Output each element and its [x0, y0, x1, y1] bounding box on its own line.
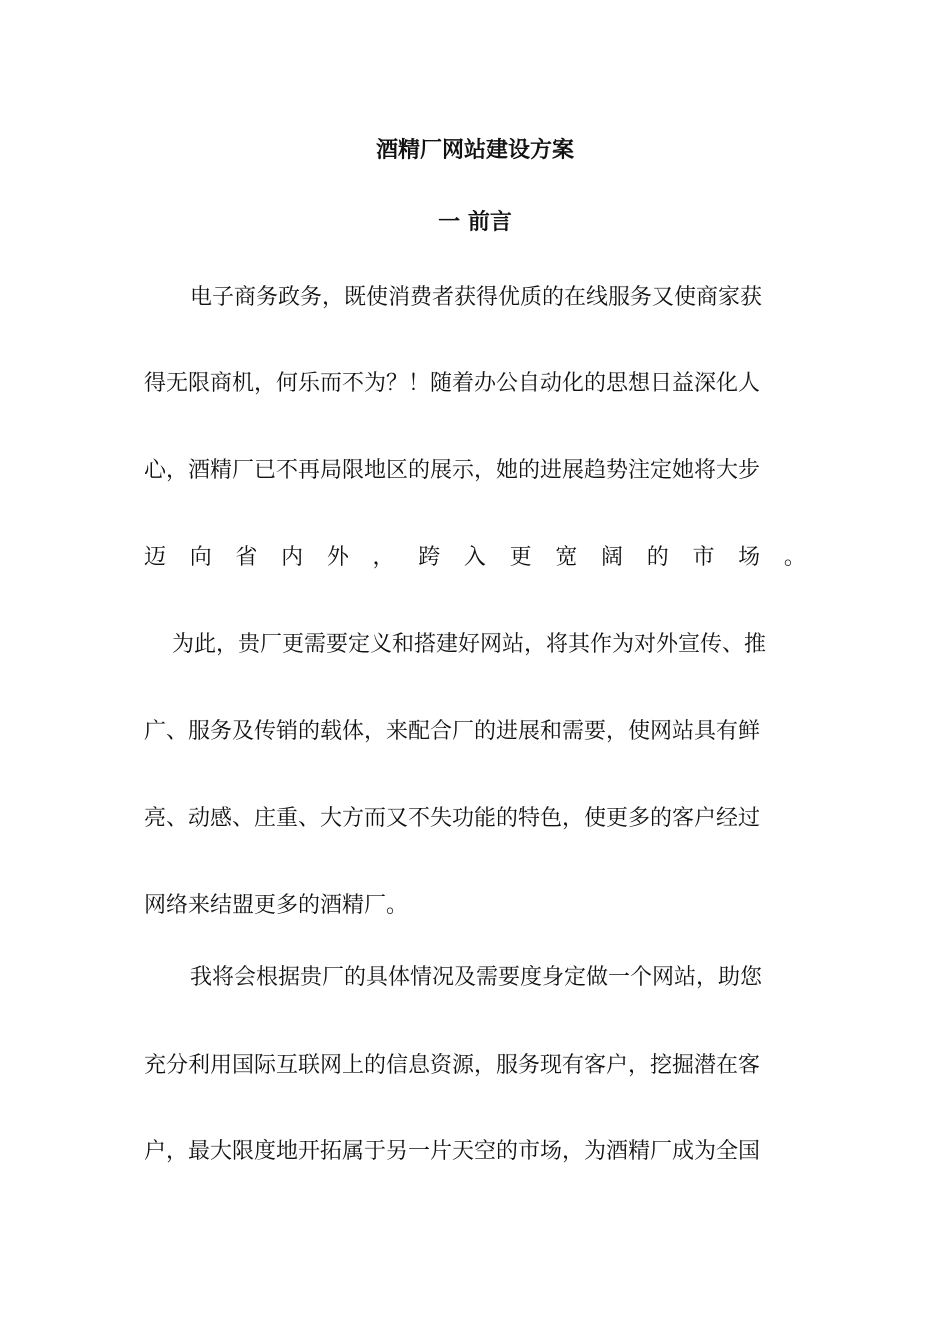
paragraph-line: 我将会根据贵厂的具体情况及需要度身定做一个网站，助您	[190, 965, 763, 990]
paragraph-line: 电子商务政务，既使消费者获得优质的在线服务又使商家获	[190, 285, 763, 310]
paragraph-line: 得无限商机，何乐而不为？！随着办公自动化的思想日益深化人	[144, 371, 761, 396]
paragraph-line: 亮、动感、庄重、大方而又不失功能的特色，使更多的客户经过	[144, 806, 761, 831]
paragraph-line: 充分利用国际互联网上的信息资源，服务现有客户，挖掘潜在客	[144, 1053, 761, 1078]
paragraph-line: 为此，贵厂更需要定义和搭建好网站，将其作为对外宣传、推	[172, 632, 767, 657]
document-title: 酒精厂网站建设方案	[375, 138, 574, 163]
paragraph-line: 广、服务及传销的载体，来配合厂的进展和需要，使网站具有鲜	[144, 719, 761, 744]
paragraph-line-justified: 迈 向 省 内 外 ， 跨 入 更 宽 阔 的 市 场 。	[144, 545, 806, 570]
paragraph-line: 心，酒精厂已不再局限地区的展示，她的进展趋势注定她将大步	[144, 458, 761, 483]
paragraph-line: 户，最大限度地开拓属于另一片天空的市场，为酒精厂成为全国	[144, 1139, 761, 1164]
paragraph-line: 网络来结盟更多的酒精厂。	[144, 893, 409, 918]
section-heading: 一 前言	[438, 210, 512, 235]
